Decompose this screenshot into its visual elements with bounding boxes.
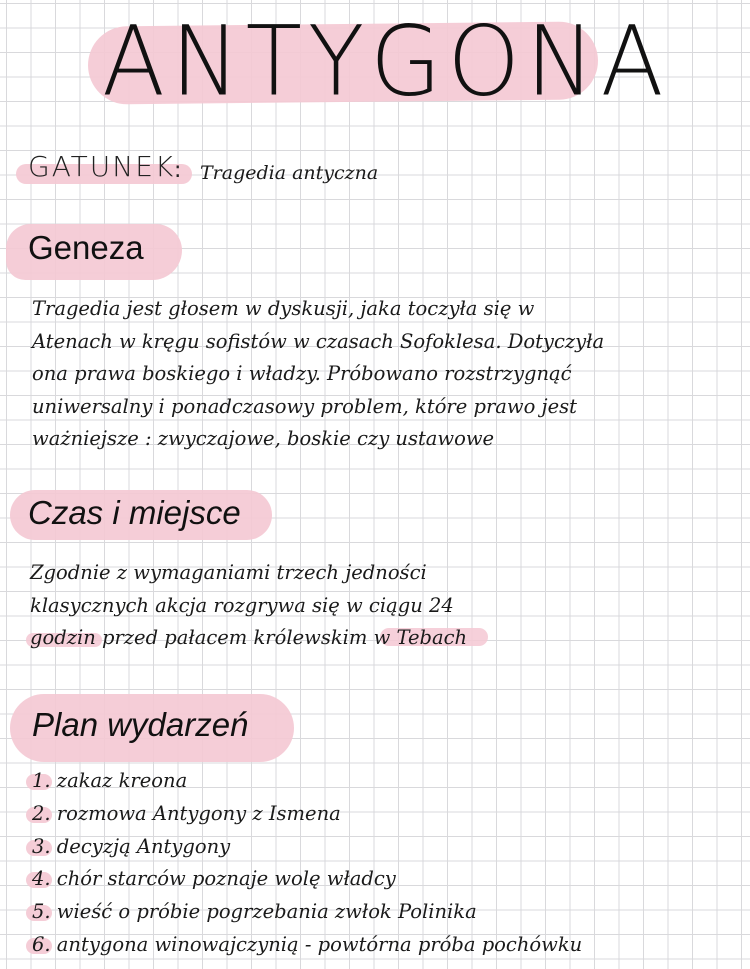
- list-item: [32, 765, 582, 798]
- geneza-paragraph: [32, 293, 732, 456]
- genre-value: Tragedia antyczna: [200, 162, 379, 184]
- paragraph-line: uniwersalny i ponadczasowy problem, które prawo jest: [32, 394, 577, 418]
- genre-separator: :: [174, 158, 182, 183]
- list-item-text: 1. zakaz kreona: [32, 769, 188, 792]
- genre-label: GATUNEK: [28, 150, 176, 183]
- list-item-text: 5. wieść o próbie pogrzebania zwłok Polinika: [32, 900, 477, 924]
- list-item: [32, 896, 582, 929]
- paragraph-line: klasycznych akcja rozgrywa się w ciągu 24: [30, 593, 454, 617]
- paragraph-line: Atenach w kręgu sofistów w czasach Sofoklesa. Dotyczyła: [32, 329, 605, 353]
- list-item: [32, 863, 582, 896]
- page-title: ANTYGONA: [102, 5, 670, 118]
- paragraph-line: ważniejsze : zwyczajowe, boskie czy ustawowe: [32, 427, 495, 450]
- paragraph-line: Tragedia jest głosem w dyskusji, jaka toczyła się w: [32, 297, 535, 320]
- list-item-text: 6. antygona winowajczynią - powtórna próba pochówku: [32, 932, 583, 956]
- paragraph-line: ona prawa boskiego i władzy. Próbowano rozstrzygnąć: [32, 362, 572, 385]
- list-item-text: 3. decyzją Antygony: [32, 834, 231, 858]
- list-item-text: 4. chór starców poznaje wolę władcy: [32, 867, 396, 891]
- list-item: [32, 798, 582, 831]
- paragraph-line: Zgodnie z wymaganiami trzech jedności: [30, 561, 427, 584]
- paragraph-line: godzin przed pałacem królewskim w Tebach: [30, 626, 468, 649]
- list-item-text: 2. rozmowa Antygony z Ismena: [32, 801, 341, 825]
- czas-paragraph: [30, 557, 590, 655]
- list-item: [32, 929, 582, 962]
- plan-heading: Plan wydarzeń: [32, 706, 249, 743]
- czas-heading: Czas i miejsce: [28, 494, 241, 531]
- plan-list: [32, 765, 582, 962]
- geneza-heading: Geneza: [28, 229, 144, 266]
- list-item: [32, 831, 582, 864]
